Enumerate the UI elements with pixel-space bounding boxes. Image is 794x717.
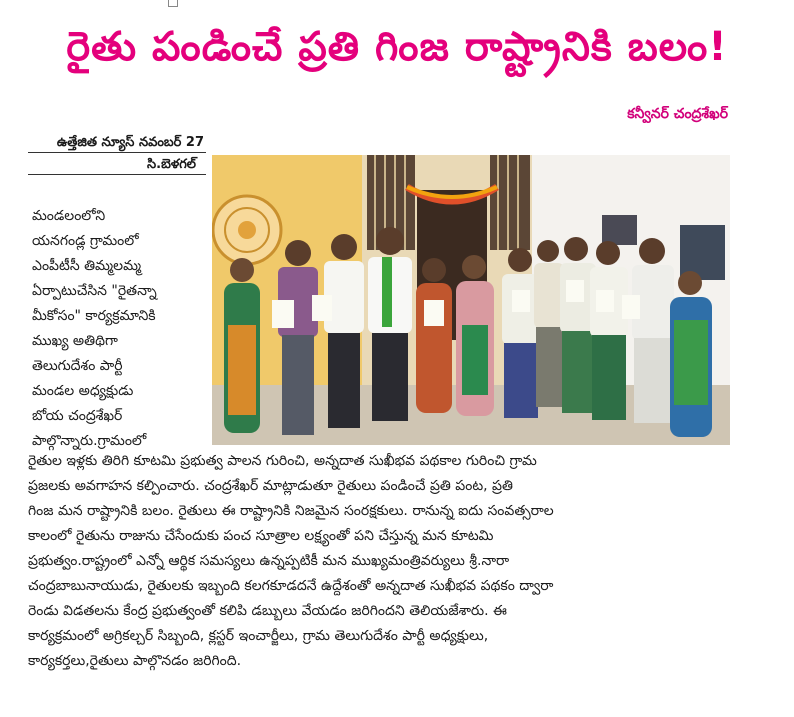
article-line: రైతుల ఇళ్లకు తిరిగి కూటమి ప్రభుత్వ పాలన గురించి, అన్నదాత సుఖీభవ పథకాల గురించి గ్రామ (28, 453, 537, 469)
article-line: కార్యక్రమంలో అగ్రికల్చర్ సిబ్బంది, క్లస్టర్ ఇంచార్జీలు, గ్రామ తెలుగుదేశం పార్టీ అధ్యక్షులు, (28, 628, 489, 644)
byline: కన్వీనర్ చంద్రశేఖర్ (627, 106, 728, 122)
dateline-source-date: ఉత్తేజిత న్యూస్ నవంబర్ 27 (56, 135, 204, 150)
article-line: రెండు విడతలను కేంద్ర ప్రభుత్వంతో కలిపి డబ్బులు వేయడం జరిగిందని తెలియజేశారు. ఈ (28, 603, 507, 619)
article-line: ప్రభుత్వం.రాష్ట్రంలో ఎన్నో ఆర్థిక సమస్యలు ఉన్నప్పటికీ మన ముఖ్యమంత్రివర్యులు శ్రీ.నారా (28, 553, 510, 569)
article-full-width-text (28, 449, 728, 674)
article-line: బోయ చంద్రశేఖర్ (32, 408, 123, 424)
article-line: తెలుగుదేశం పార్టీ (32, 358, 123, 374)
article-line: చంద్రబాబునాయుడు, రైతులకు ఇబ్బంది కలగకూడదనే ఉద్దేశంతో అన్నదాత సుఖీభవ పథకం ద్వారా (28, 578, 554, 594)
article-line: ఏర్పాటుచేసిన "రైతన్నా (32, 283, 157, 299)
article-line: గింజ మన రాష్ట్రానికి బలం. రైతులు ఈ రాష్ట్రానికి నిజమైన సంరక్షకులు. రానున్న ఐదు సంవత్సరాల (28, 503, 554, 519)
dateline (34, 132, 204, 176)
article-line: మండలంలోని (32, 208, 106, 224)
headline: రైతు పండించే ప్రతి గింజ రాష్ట్రానికి బలం! (66, 24, 728, 70)
person-1 (224, 258, 260, 433)
page-corner-mark (168, 0, 178, 7)
person-10 (590, 241, 628, 420)
article-line: కాలంలో రైతును రాజును చేసేందుకు పంచ సూత్రాల లక్ష్యంతో పని చేస్తున్న మన కూటమి (28, 528, 494, 544)
article-column-text (32, 204, 204, 454)
dateline-place: సి.బెళగల్ (147, 157, 196, 172)
article-line: ముఖ్య అతిథిగా (32, 333, 118, 349)
article-line: పాల్గొన్నారు.గ్రామంలో (32, 433, 147, 449)
news-photo (212, 155, 730, 445)
group-photo-illustration (212, 155, 730, 445)
person-8 (534, 240, 564, 407)
article-line: కార్యకర్తలు,రైతులు పాల్గొనడం జరిగింది. (28, 653, 242, 669)
dateline-rule-top (28, 152, 206, 153)
article-line: ప్రజలకు అవగాహన కల్పించారు. చంద్రశేఖర్ మాట్లాడుతూ రైతులు పండించే ప్రతి పంట, ప్రతి (28, 478, 513, 494)
article-line: ఎంపీటీసీ తిమ్మలమ్మ (32, 258, 142, 274)
article-line: మీకోసం" కార్యక్రమానికి (32, 308, 156, 324)
article-line: యనగండ్ల గ్రామంలో (32, 233, 139, 249)
article-line: మండల అధ్యక్షుడు (32, 383, 134, 399)
dateline-rule-bottom (28, 174, 206, 175)
